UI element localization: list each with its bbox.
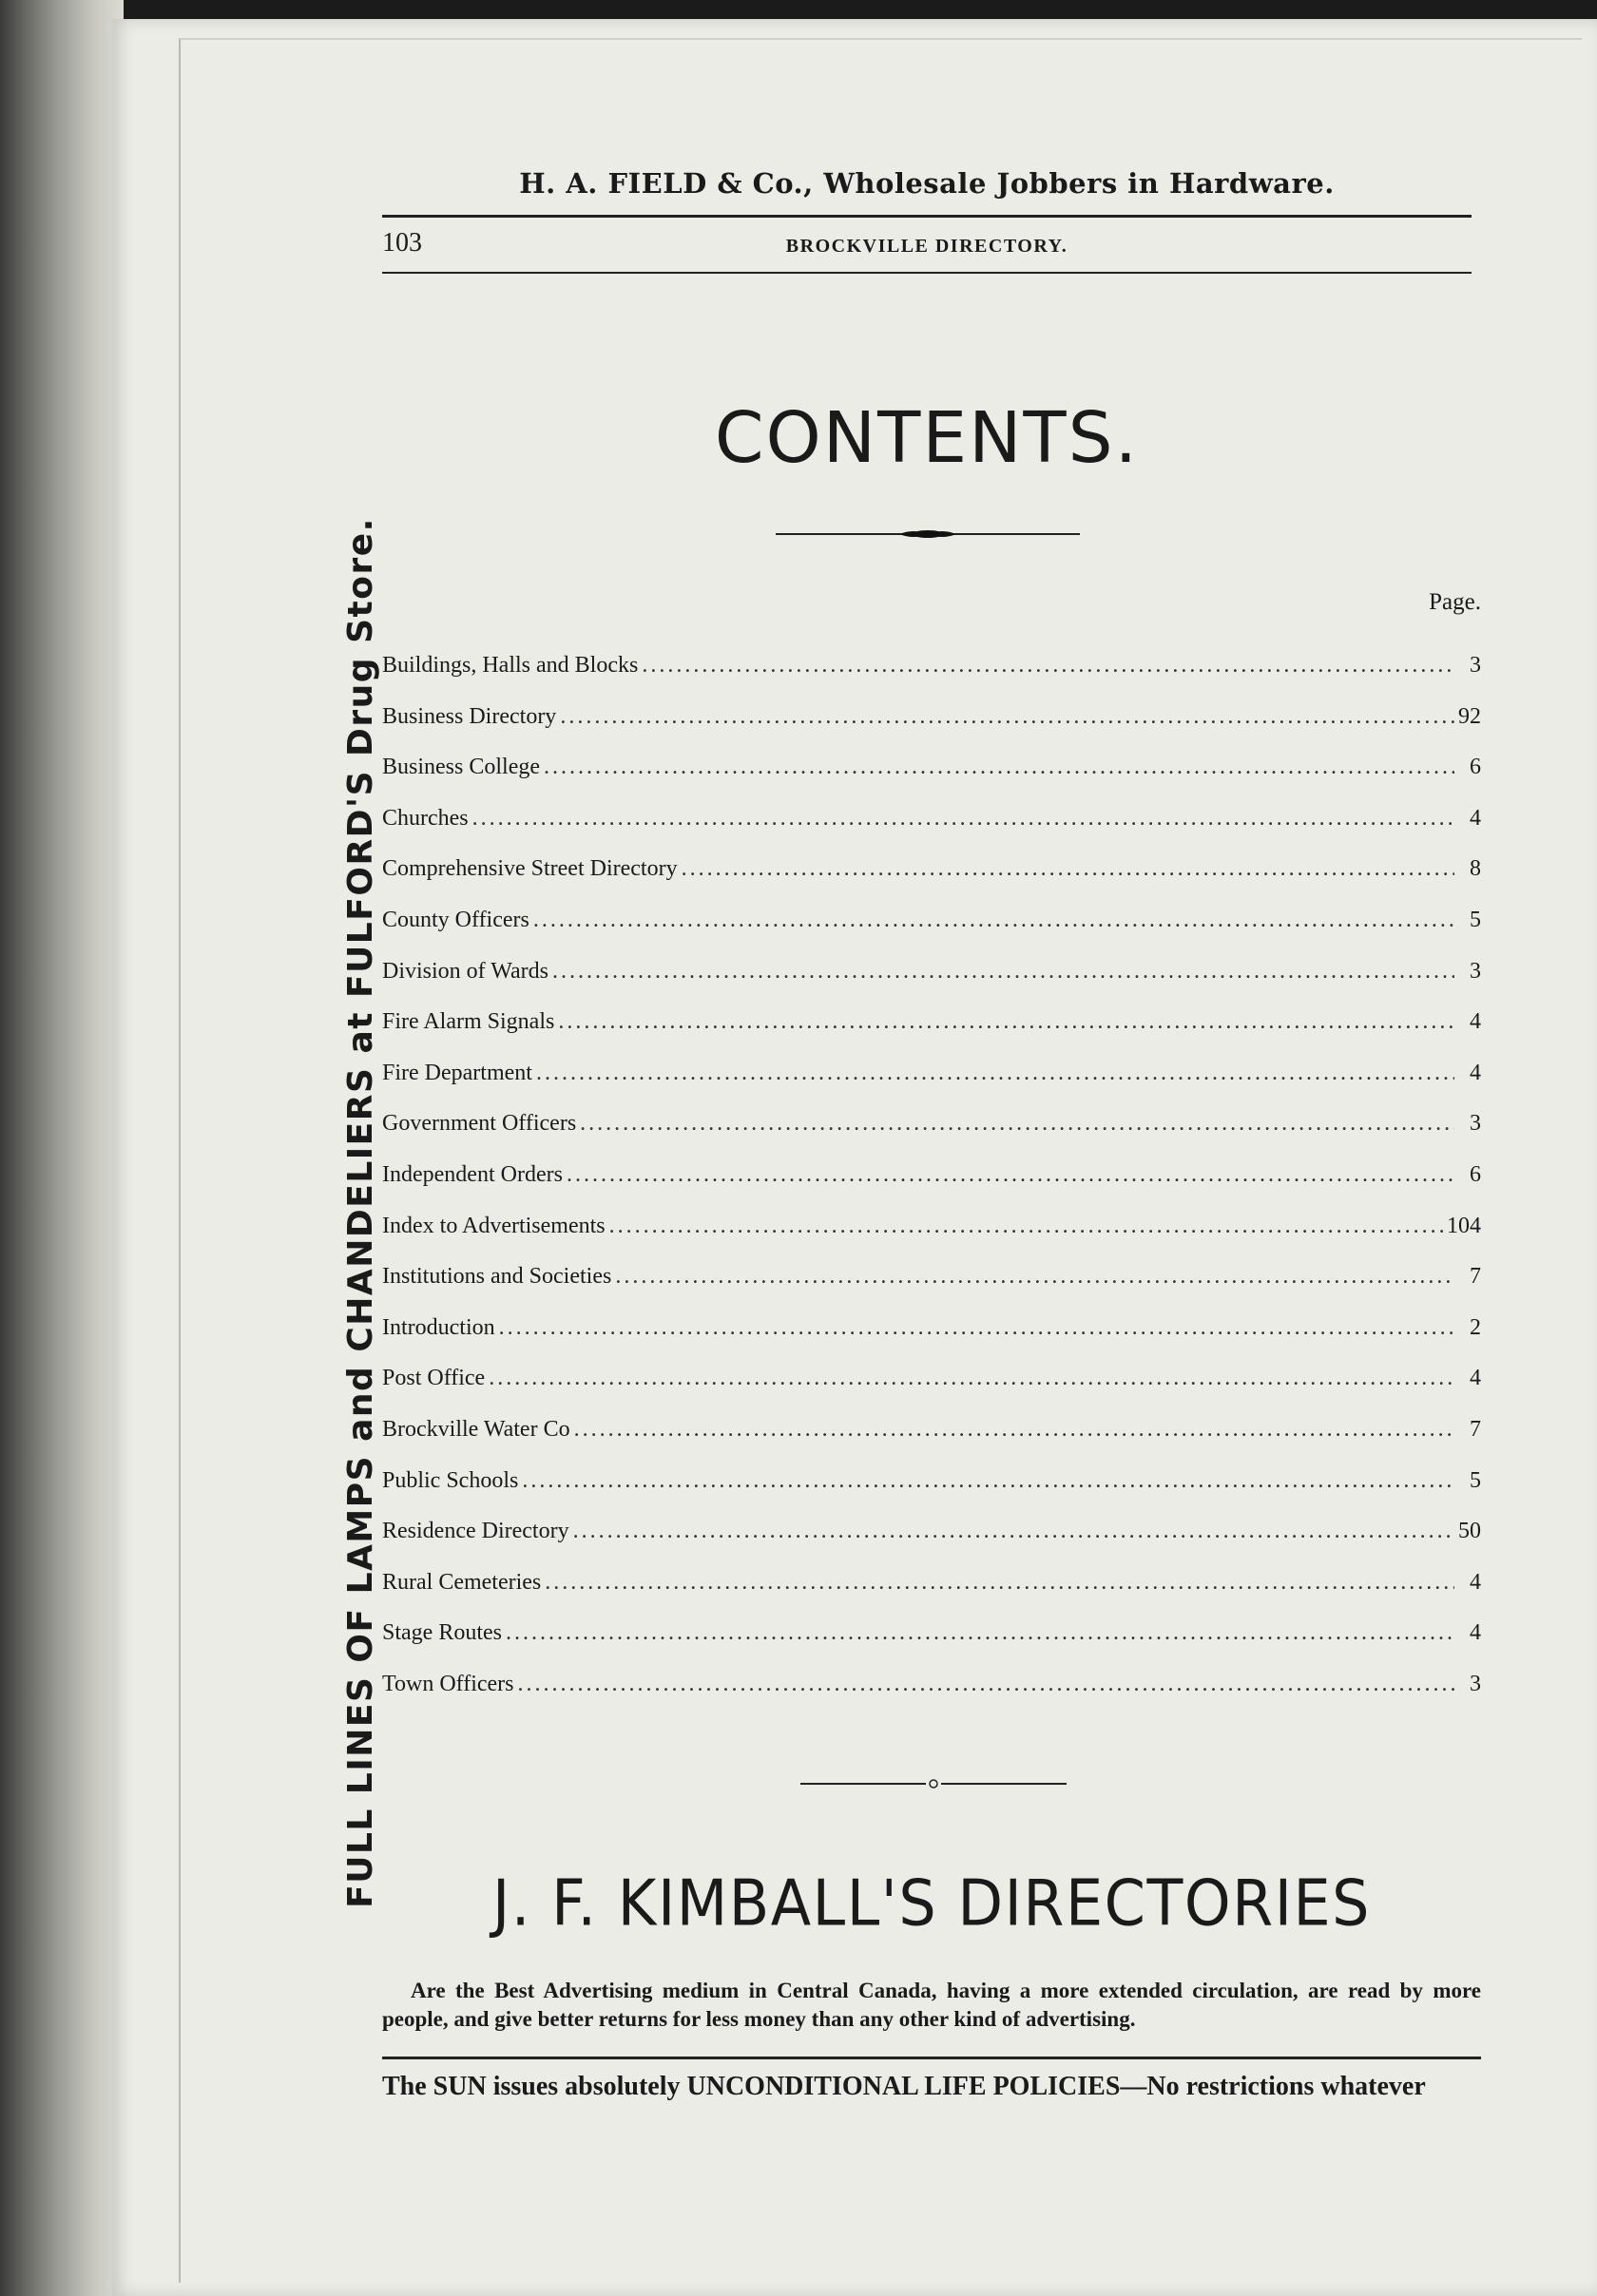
contents-entry: [382, 1353, 1481, 1405]
entry-label: Rural Cemeteries: [382, 1569, 542, 1595]
side-advertisement: FULL LINES OF LAMPS and CHANDELIERS at FULFORD'S Drug Store.: [341, 517, 380, 1908]
dot-leader: [642, 641, 1454, 692]
entry-page-number: 4: [1470, 1569, 1481, 1595]
entry-label: Business Directory: [382, 703, 557, 729]
dot-leader: [518, 1659, 1454, 1711]
page-number: 103: [382, 228, 422, 258]
ornament-divider: [776, 528, 1080, 540]
book-binding-edge: [0, 0, 124, 2296]
dot-leader: [536, 1048, 1454, 1100]
entry-label: Business College: [382, 755, 540, 780]
contents-entry: [382, 1099, 1481, 1150]
entry-label: County Officers: [382, 907, 529, 932]
contents-entry: [382, 1252, 1481, 1303]
entry-page-number: 4: [1470, 1009, 1481, 1035]
contents-entry: [382, 1456, 1481, 1507]
header-rule-top: [382, 215, 1472, 218]
entry-page-number: 4: [1470, 1060, 1481, 1085]
contents-entry: [382, 641, 1481, 692]
dot-leader: [560, 692, 1454, 743]
entry-label: Institutions and Societies: [382, 1264, 612, 1290]
contents-entry: [382, 1048, 1481, 1100]
contents-entry: [382, 1608, 1481, 1659]
page-column-label: Page.: [1429, 589, 1481, 615]
running-title: BROCKVILLE DIRECTORY.: [785, 236, 1068, 257]
header-rule-bottom: [382, 272, 1472, 274]
entry-label: Buildings, Halls and Blocks: [382, 653, 639, 678]
dot-leader: [506, 1608, 1454, 1659]
entry-page-number: 4: [1470, 1366, 1481, 1391]
entry-label: Stage Routes: [382, 1620, 502, 1646]
dot-leader: [580, 1099, 1454, 1150]
entry-page-number: 5: [1470, 907, 1481, 932]
contents-entry: [382, 1659, 1481, 1711]
contents-entry: [382, 794, 1481, 845]
entry-page-number: 92: [1458, 703, 1481, 729]
dot-leader: [573, 1506, 1454, 1558]
dot-leader: [682, 844, 1454, 895]
entry-label: Residence Directory: [382, 1519, 569, 1544]
entry-page-number: 4: [1470, 805, 1481, 831]
entry-label: Index to Advertisements: [382, 1213, 606, 1238]
entry-label: Government Officers: [382, 1111, 577, 1137]
entry-page-number: 3: [1470, 1671, 1481, 1696]
dot-leader: [489, 1353, 1454, 1405]
entry-label: Brockville Water Co: [382, 1416, 570, 1442]
entry-label: Fire Alarm Signals: [382, 1009, 555, 1035]
contents-entry: [382, 1201, 1481, 1253]
entry-page-number: 5: [1470, 1467, 1481, 1493]
kimball-description: Are the Best Advertising medium in Central Canada, having a more extended circulation, are read by more people, and give better returns for less money than any other kind of advertising.: [382, 1979, 1481, 2031]
entry-page-number: 7: [1470, 1416, 1481, 1442]
entry-label: Post Office: [382, 1366, 486, 1391]
kimball-title: J. F. KIMBALL'S DIRECTORIES: [491, 1866, 1372, 1941]
entry-page-number: 6: [1470, 1161, 1481, 1187]
dot-leader: [544, 742, 1454, 794]
dot-leader: [472, 794, 1454, 845]
entry-page-number: 3: [1470, 1111, 1481, 1137]
contents-entry: [382, 742, 1481, 794]
entry-label: Public Schools: [382, 1467, 519, 1493]
contents-entry: [382, 1150, 1481, 1201]
entry-label: Churches: [382, 805, 469, 831]
entry-page-number: 4: [1470, 1620, 1481, 1646]
dot-leader: [545, 1558, 1454, 1609]
dot-leader: [499, 1303, 1454, 1354]
dot-leader: [567, 1150, 1454, 1201]
entry-page-number: 7: [1470, 1264, 1481, 1290]
contents-list: [382, 641, 1481, 1710]
contents-entry: [382, 1405, 1481, 1456]
entry-label: Division of Wards: [382, 958, 548, 984]
entry-label: Comprehensive Street Directory: [382, 856, 678, 882]
footer-advertisement: The SUN issues absolutely UNCONDITIONAL LIFE POLICIES—No restrictions whatever: [382, 2072, 1426, 2101]
contents-entry: [382, 997, 1481, 1048]
entry-page-number: 3: [1470, 653, 1481, 678]
entry-page-number: 50: [1458, 1519, 1481, 1544]
dot-leader: [574, 1405, 1454, 1456]
contents-entry: [382, 844, 1481, 895]
contents-entry: [382, 692, 1481, 743]
entry-label: Fire Department: [382, 1060, 532, 1085]
dot-leader: [533, 895, 1454, 947]
dot-leader: [552, 947, 1454, 998]
contents-entry: [382, 1303, 1481, 1354]
contents-entry: [382, 947, 1481, 998]
footer-rule: [382, 2057, 1481, 2059]
entry-label: Introduction: [382, 1314, 495, 1340]
contents-entry: [382, 895, 1481, 947]
entry-page-number: 8: [1470, 856, 1481, 882]
entry-page-number: 6: [1470, 755, 1481, 780]
entry-page-number: 2: [1470, 1314, 1481, 1340]
entry-label: Independent Orders: [382, 1161, 563, 1187]
dot-leader: [615, 1252, 1454, 1303]
entry-page-number: 3: [1470, 958, 1481, 984]
dot-leader: [522, 1456, 1454, 1507]
contents-title: CONTENTS.: [714, 397, 1140, 479]
contents-entry: [382, 1558, 1481, 1609]
dot-leader: [558, 997, 1454, 1048]
contents-entry: [382, 1506, 1481, 1558]
header-advertisement: H. A. FIELD & Co., Wholesale Jobbers in Hardware.: [519, 167, 1335, 200]
section-divider: [800, 1777, 1067, 1790]
scan-top-edge: [0, 0, 1597, 21]
entry-page-number: 104: [1447, 1213, 1481, 1238]
entry-label: Town Officers: [382, 1671, 514, 1696]
dot-leader: [609, 1201, 1443, 1253]
